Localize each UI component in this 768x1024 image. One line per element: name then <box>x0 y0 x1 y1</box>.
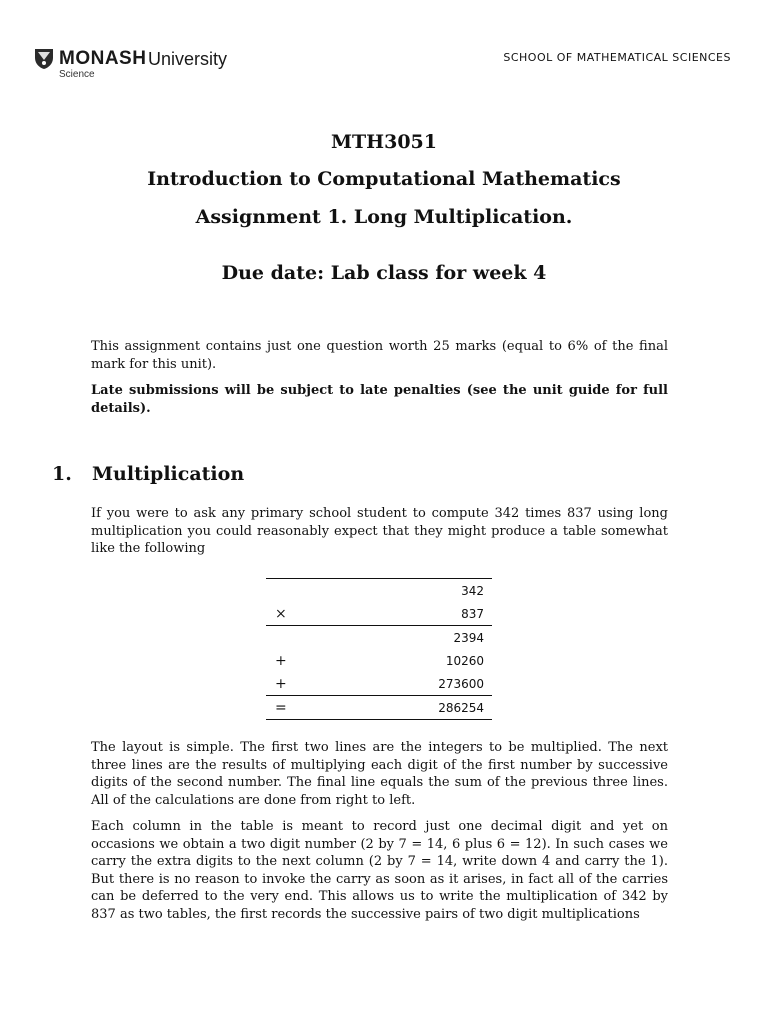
section-heading <box>52 463 244 485</box>
row-value: 837 <box>461 607 484 621</box>
logo-faculty-text: Science <box>59 69 95 80</box>
monash-logo <box>34 46 244 86</box>
multiplication-table <box>266 578 492 720</box>
section-intro <box>91 505 668 558</box>
page-header <box>0 0 768 90</box>
logo-university-text: University <box>148 49 228 69</box>
section-paragraph-1: If you were to ask any primary school student to compute 342 times 837 using long multiplication you could reasonably expect that they might produce a table somewhat like the following <box>91 506 668 556</box>
unit-code: MTH3051 <box>330 131 437 153</box>
intro-block <box>91 338 668 417</box>
shield-icon <box>34 48 54 70</box>
section-paragraph-2: The layout is simple. The first two lines are the integers to be multiplied. The next three lines are the results of multiplying each digit of the first number by successive digits of the second number. The final line equals the sum of the previous three lines. All of the calculations are done from right to left. <box>91 740 668 808</box>
table-row <box>266 672 492 695</box>
logo-monash-text: MONASH <box>59 48 147 69</box>
school-name: SCHOOL OF MATHEMATICAL SCIENCES <box>503 51 731 64</box>
row-operator: + <box>275 676 287 692</box>
table-row <box>266 626 492 649</box>
due-date: Due date: Lab class for week 4 <box>221 262 547 284</box>
section-paragraph-3: Each column in the table is meant to record just one decimal digit and yet on occasions we obtain a two digit number (2 by 7 = 14, 6 plus 6 = 12). In such cases we carry the extra digits to the next column (2 by 7 = 14, write down 4 and carry the 1). But there is no reason to invoke the carry as soon as it arises, in fact all of the carries can be deferred to the very end. This allows us to write the multiplication of 342 by 837 as two tables, the first records the successive pairs of two digit multiplications <box>91 819 668 922</box>
section-body <box>91 739 668 923</box>
table-rule-bottom <box>266 719 492 720</box>
row-value: 2394 <box>453 631 484 645</box>
late-penalty-notice: Late submissions will be subject to late penalties (see the unit guide for full details). <box>91 383 668 416</box>
assignment-title: Assignment 1. Long Multiplication. <box>195 206 573 228</box>
table-row <box>266 649 492 672</box>
row-value: 273600 <box>438 677 484 691</box>
table-row <box>266 602 492 625</box>
row-value: 10260 <box>445 654 484 668</box>
section-number: 1. <box>52 463 72 485</box>
row-value: 342 <box>461 584 484 598</box>
table-row <box>266 579 492 602</box>
row-operator: × <box>275 606 287 622</box>
row-operator: + <box>275 653 287 669</box>
section-title: Multiplication <box>92 463 245 485</box>
unit-name: Introduction to Computational Mathematics <box>147 168 621 190</box>
intro-paragraph: This assignment contains just one question worth 25 marks (equal to 6% of the final mark for this unit). <box>91 339 668 372</box>
row-value: 286254 <box>438 701 484 715</box>
table-row <box>266 696 492 719</box>
row-operator: = <box>275 700 287 716</box>
